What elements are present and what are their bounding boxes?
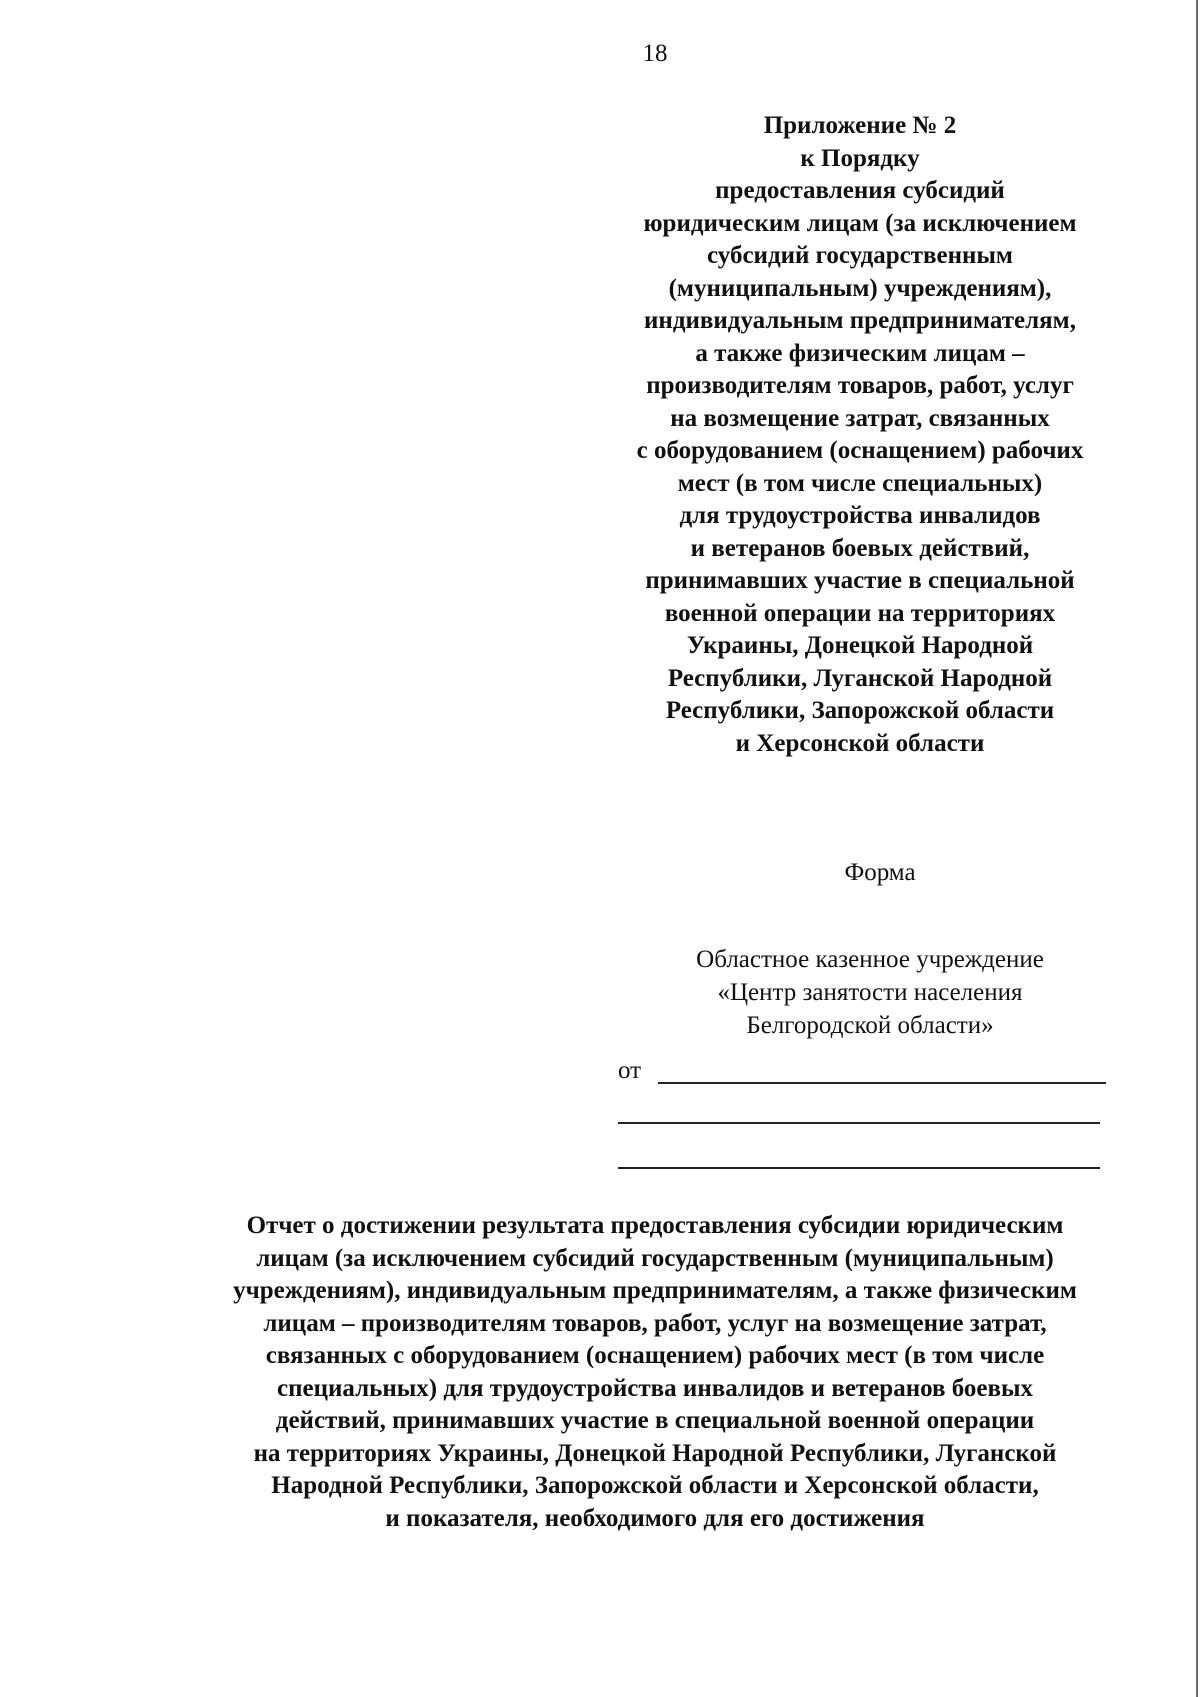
appendix-line: на возмещение затрат, связанных bbox=[670, 404, 1050, 432]
from-label: от bbox=[618, 1057, 642, 1084]
recipient-line: Областное казенное учреждение bbox=[696, 946, 1044, 973]
page-edge bbox=[1196, 0, 1198, 1697]
appendix-line: принимавших участие в специальной bbox=[645, 567, 1075, 594]
report-title-line: Отчет о достижении результата предоставления субсидии юридическим bbox=[246, 1212, 1064, 1239]
report-title-line: специальных) для трудоустройства инвалидов и ветеранов боевых bbox=[276, 1374, 1034, 1402]
appendix-line: мест (в том числе специальных) bbox=[677, 469, 1043, 497]
from-field bbox=[618, 1055, 1106, 1087]
appendix-line: для трудоустройства инвалидов bbox=[679, 502, 1041, 529]
appendix-line: Украины, Донецкой Народной bbox=[686, 632, 1034, 659]
report-title-line: действий, принимавших участие в специальной военной операции bbox=[275, 1407, 1035, 1434]
appendix-line: (муниципальным) учреждениям), bbox=[668, 274, 1052, 302]
appendix-line: индивидуальным предпринимателям, bbox=[644, 307, 1076, 334]
appendix-line: производителям товаров, работ, услуг bbox=[646, 372, 1074, 399]
appendix-line: Республики, Луганской Народной bbox=[667, 664, 1053, 692]
appendix-line: с оборудованием (оснащением) рабочих bbox=[636, 437, 1084, 464]
form-label: Форма bbox=[844, 859, 916, 886]
appendix-line: юридическим лицам (за исключением bbox=[643, 209, 1077, 237]
report-title-line: лицам (за исключением субсидий государственным (муниципальным) bbox=[256, 1244, 1054, 1272]
blank-line bbox=[618, 1167, 1100, 1169]
recipient-block bbox=[620, 943, 1120, 1042]
blank-line bbox=[618, 1122, 1100, 1124]
from-blank-line bbox=[658, 1082, 1106, 1084]
recipient-line: Белгородской области» bbox=[746, 1012, 994, 1039]
report-title-line: на территориях Украины, Донецкой Народной Республики, Луганской bbox=[253, 1439, 1057, 1467]
appendix-line: и Херсонской области bbox=[735, 729, 985, 757]
report-title bbox=[150, 1210, 1160, 1535]
report-title-line: Народной Республики, Запорожской области и Херсонской области, bbox=[271, 1472, 1039, 1499]
appendix-line: и ветеранов боевых действий, bbox=[690, 534, 1030, 562]
appendix-line: Республики, Запорожской области bbox=[665, 697, 1055, 724]
appendix-line: Приложение № 2 bbox=[763, 112, 957, 139]
report-title-line: связанных с оборудованием (оснащением) рабочих мест (в том числе bbox=[265, 1342, 1045, 1369]
appendix-line: субсидий государственным bbox=[707, 242, 1013, 269]
page-number: 18 bbox=[642, 40, 668, 67]
report-title-line: и показателя, необходимого для его достижения bbox=[385, 1504, 925, 1532]
appendix-line: военной операции на территориях bbox=[664, 599, 1056, 627]
appendix-line: к Порядку bbox=[800, 144, 920, 172]
report-title-line: лицам – производителям товаров, работ, услуг на возмещение затрат, bbox=[263, 1309, 1047, 1337]
report-title-line: учреждениям), индивидуальным предпринимателям, а также физическим bbox=[233, 1277, 1077, 1304]
recipient-line: «Центр занятости населения bbox=[717, 979, 1023, 1006]
appendix-line: предоставления субсидий bbox=[715, 177, 1005, 204]
appendix-line: а также физическим лицам – bbox=[695, 339, 1025, 367]
appendix-header bbox=[600, 110, 1120, 760]
